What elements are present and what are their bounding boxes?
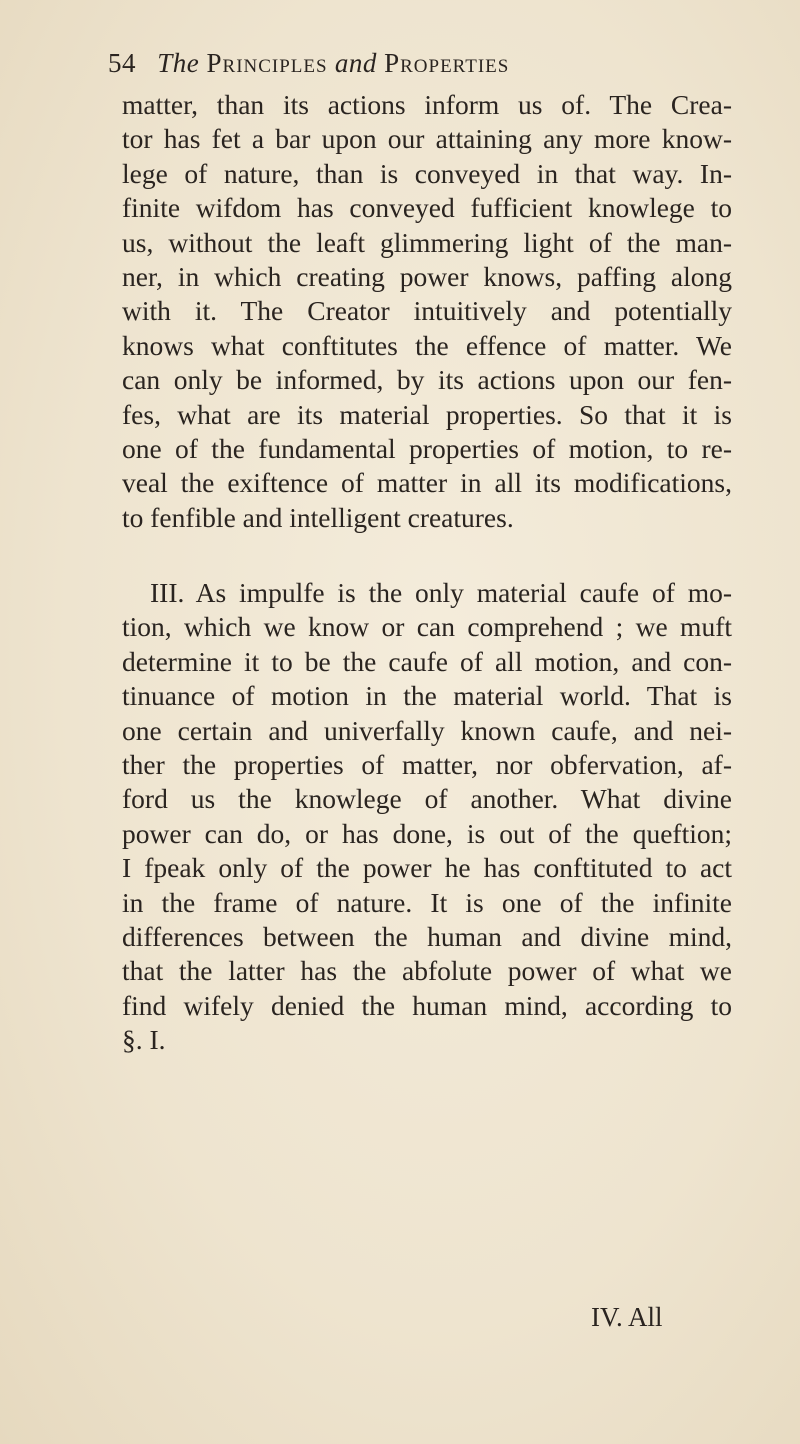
catchword: IV. All <box>591 1302 663 1332</box>
text-line: knows what conftitutes the effence of matter. We <box>122 329 732 361</box>
paragraph-1 <box>122 88 732 535</box>
text-line: differences between the human and divine mind, <box>122 920 732 952</box>
text-line: fes, what are its material properties. So that it is <box>122 398 732 430</box>
text-line: us, without the leaft glimmering light of the man- <box>122 226 732 258</box>
header-properties: Properties <box>384 48 510 78</box>
text-line: that the latter has the abfolute power of what we <box>122 955 732 987</box>
text-line: with it. The Creator intuitively and potentially <box>122 295 732 327</box>
text-line: find wifely denied the human mind, according to <box>122 989 732 1021</box>
text-line: one certain and univerfally known caufe, and nei- <box>122 714 732 746</box>
text-line: ther the properties of matter, nor obfervation, af- <box>122 748 732 780</box>
header-and: and <box>334 48 377 78</box>
running-header <box>108 48 708 79</box>
text-line: ner, in which creating power knows, paffing along <box>122 260 732 292</box>
text-line: finite wifdom has conveyed fufficient knowlege to <box>122 192 732 224</box>
text-line: one of the fundamental properties of motion, to re- <box>122 432 732 464</box>
section-reference: §. I. <box>122 1024 166 1056</box>
text-line: ford us the knowlege of another. What divine <box>122 783 732 815</box>
text-line: power can do, or has done, is out of the queftion; <box>122 817 732 849</box>
text-line: can only be informed, by its actions upon our fen- <box>122 364 732 396</box>
text-line: tor has fet a bar upon our attaining any more know- <box>122 123 732 155</box>
text-line: in the frame of nature. It is one of the infinite <box>122 886 732 918</box>
text-line: I fpeak only of the power he has conftituted to act <box>122 852 732 884</box>
text-line: matter, than its actions inform us of. The Crea- <box>122 89 732 120</box>
header-principles: Principles <box>206 48 328 78</box>
text-line: lege of nature, than is conveyed in that way. In- <box>122 157 732 189</box>
text-line: veal the exiftence of matter in all its modifications, <box>122 467 732 499</box>
text-line: tinuance of motion in the material world. That is <box>122 680 732 712</box>
text-line: determine it to be the caufe of all motion, and con- <box>122 645 732 677</box>
header-the: The <box>157 48 200 78</box>
page-number: 54 <box>108 48 136 78</box>
section-heading-line: III. As impulfe is the only material caufe of mo- <box>150 577 732 608</box>
text-line: tion, which we know or can comprehend ; we muft <box>122 611 732 643</box>
text-line: to fenfible and intelligent creatures. <box>122 501 514 533</box>
paragraph-2 <box>122 576 732 1057</box>
